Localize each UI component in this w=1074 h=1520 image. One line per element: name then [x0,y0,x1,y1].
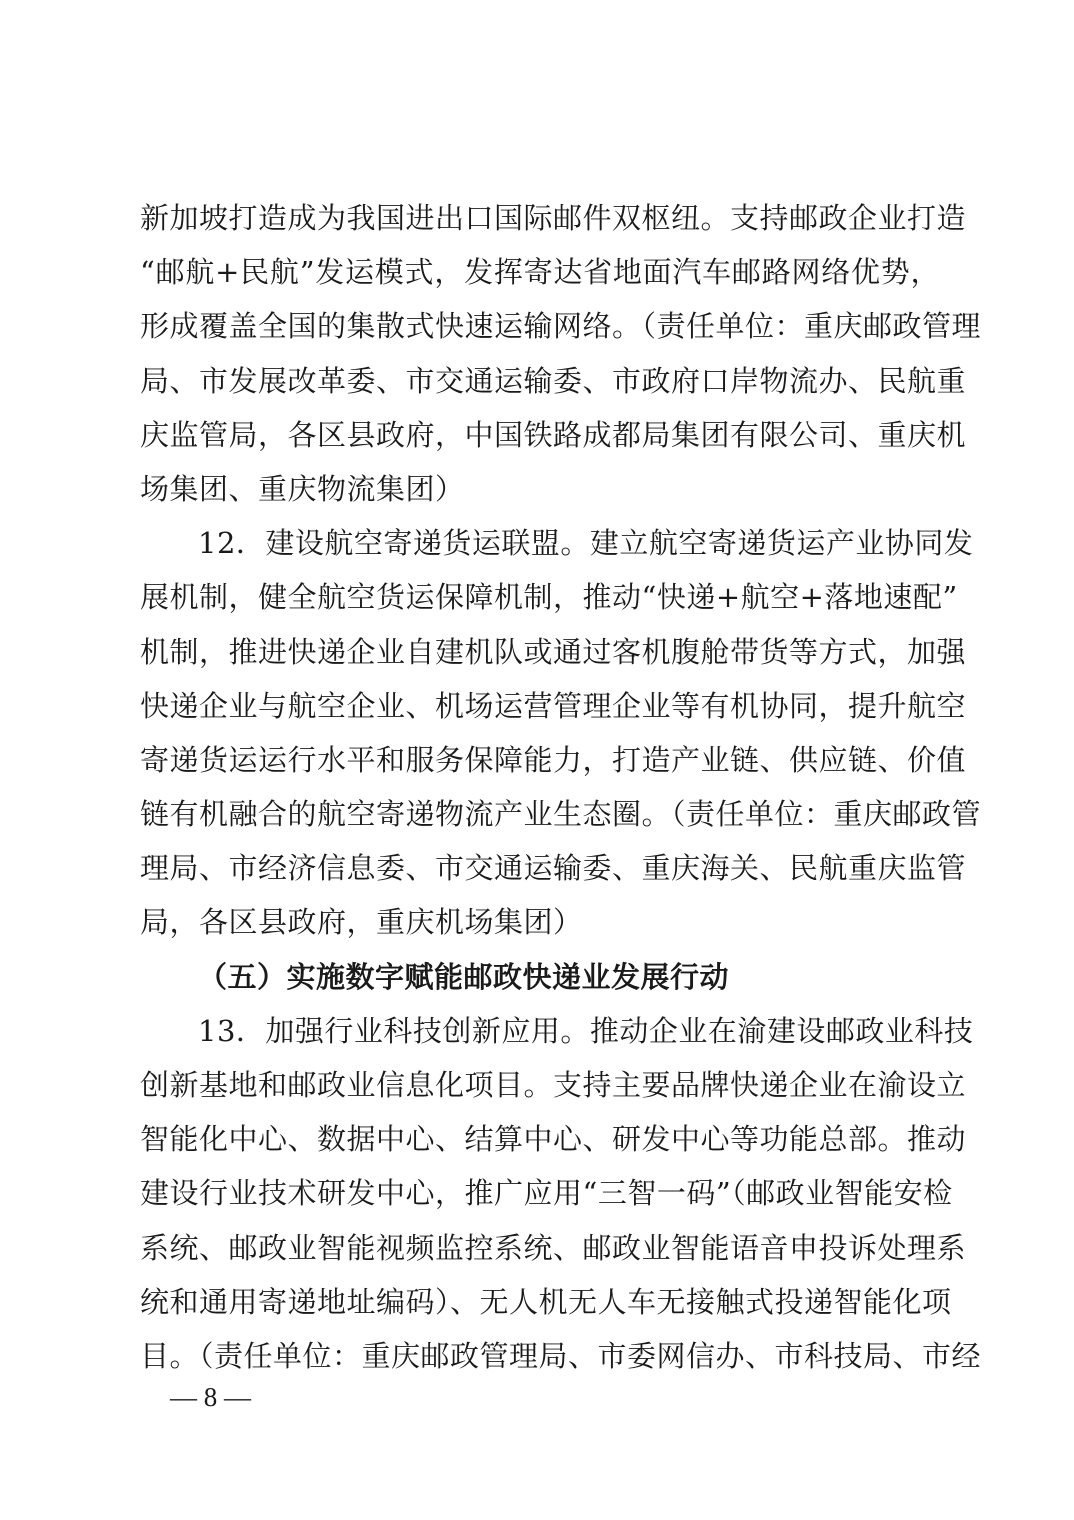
text-line-2: “邮航+民航”发运模式，发挥寄达省地面汽车邮路网络优势， [140,255,940,290]
page-number: — 8 — [170,1382,251,1412]
text-line-9: 机制，推进快递企业自建机队或通过客机腹舱带货等方式，加强 [140,634,967,669]
text-line-18: 智能化中心、数据中心、结算中心、研发中心等功能总部。推动 [140,1122,967,1157]
text-line-13: 理局、市经济信息委、市交通运输委、重庆海关、民航重庆监管 [140,851,967,886]
text-line-5: 庆监管局，各区县政府，中国铁路成都局集团有限公司、重庆机 [140,417,967,452]
text-line-14: 局，各区县政府，重庆机场集团） [140,905,583,940]
text-line-8: 展机制，健全航空货运保障机制，推动“快递+航空+落地速配” [140,580,958,615]
text-line-19: 建设行业技术研发中心，推广应用“三智一码”（邮政业智能安检 [140,1176,953,1211]
text-line-21: 统和通用寄递地址编码）、无人机无人车无接触式投递智能化项 [140,1284,952,1319]
text-line-22: 目。（责任单位：重庆邮政管理局、市委网信办、市科技局、市经 [140,1338,982,1373]
item-13-title-line: 13．加强行业科技创新应用。推动企业在渝建设邮政业科技 [198,1013,974,1048]
item-12-title-line: 12．建设航空寄递货运联盟。建立航空寄递货运产业协同发 [198,526,974,561]
body-text [140,191,982,1383]
section-heading: （五）实施数字赋能邮政快递业发展行动 [198,959,730,994]
text-line-4: 局、市发展改革委、市交通运输委、市政府口岸物流办、民航重 [140,363,967,398]
text-line-11: 寄递货运运行水平和服务保障能力，打造产业链、供应链、价值 [140,742,967,777]
text-line-20: 系统、邮政业智能视频监控系统、邮政业智能语音申投诉处理系 [140,1230,967,1265]
text-line-1: 新加坡打造成为我国进出口国际邮件双枢纽。支持邮政企业打造 [140,201,967,235]
text-line-6: 场集团、重庆物流集团） [140,471,465,506]
text-line-12: 链有机融合的航空寄递物流产业生态圈。（责任单位：重庆邮政管 [140,797,982,832]
text-line-10: 快递企业与航空企业、机场运营管理企业等有机协同，提升航空 [140,688,967,723]
text-line-3: 形成覆盖全国的集散式快速运输网络。（责任单位：重庆邮政管理 [140,309,982,344]
text-line-17: 创新基地和邮政业信息化项目。支持主要品牌快递企业在渝设立 [140,1068,967,1102]
